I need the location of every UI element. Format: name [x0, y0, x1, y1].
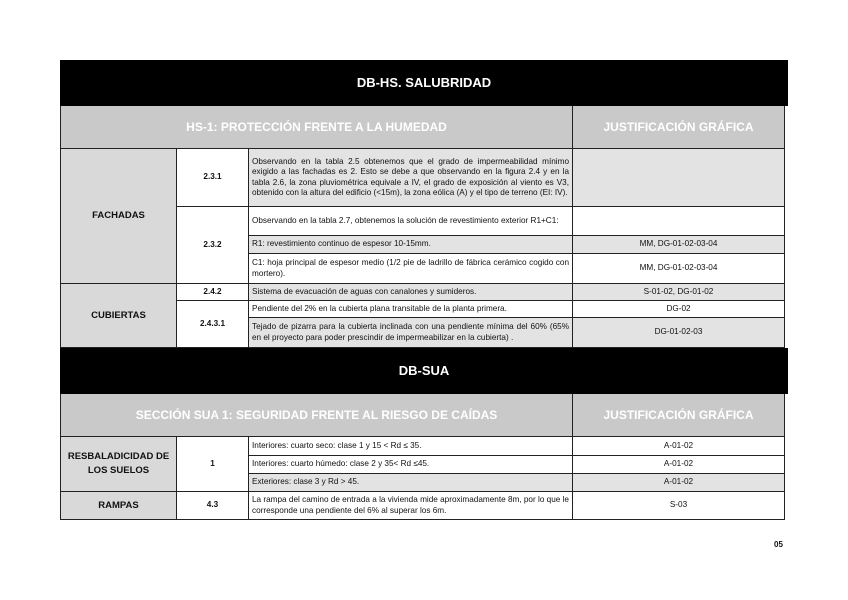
- description-cell: Interiores: cuarto seco: clase 1 y 15 < Rd ≤ 35.: [249, 437, 573, 456]
- description-cell: Sistema de evacuación de aguas con canalones y sumideros.: [249, 284, 573, 301]
- group-cubiertas: CUBIERTAS: [61, 284, 177, 348]
- justification-cell: DG-02: [573, 301, 785, 318]
- description-cell: Observando en la tabla 2.7, obtenemos la solución de revestimiento exterior R1+C1:: [249, 207, 573, 236]
- code-cell: 2.3.2: [177, 207, 249, 284]
- sua-table: [60, 394, 787, 520]
- code-cell: 4.3: [177, 492, 249, 520]
- justification-cell: MM, DG-01-02-03-04: [573, 236, 785, 254]
- description-cell: Exteriores: clase 3 y Rd > 45.: [249, 474, 573, 492]
- description-cell: R1: revestimiento continuo de espesor 10-15mm.: [249, 236, 573, 254]
- code-cell: 2.4.2: [177, 284, 249, 301]
- hs-section-header: HS-1: PROTECCIÓN FRENTE A LA HUMEDAD: [61, 106, 573, 149]
- description-cell: Tejado de pizarra para la cubierta inclinada con una pendiente mínima del 60% (65% en el proyecto para poder prescindir de impermeabilizar en la cubierta) .: [249, 318, 573, 348]
- code-cell: 2.3.1: [177, 149, 249, 207]
- justification-cell: A-01-02: [573, 474, 785, 492]
- hs-table: [60, 106, 787, 348]
- justification-header: JUSTIFICACIÓN GRÁFICA: [573, 394, 785, 437]
- group-rampas: RAMPAS: [61, 492, 177, 520]
- justification-cell: DG-01-02-03: [573, 318, 785, 348]
- description-cell: Observando en la tabla 2.5 obtenemos que el grado de impermeabilidad mínimo exigido a las fachadas es 2. Esto se debe a que observando en la figura 2.4 y en la tabla 2.6, la zona pluviométrica equivale a IV, el grado de exposición al viento es V3, obtenido con la altura del edificio (<15m), la zona eólica (A) y el tipo de terreno (EI: IV).: [249, 149, 573, 207]
- code-cell: 2.4.3.1: [177, 301, 249, 348]
- justification-cell: A-01-02: [573, 437, 785, 456]
- code-cell: 1: [177, 437, 249, 492]
- justification-cell: A-01-02: [573, 456, 785, 474]
- sua-section-header: SECCIÓN SUA 1: SEGURIDAD FRENTE AL RIESGO DE CAÍDAS: [61, 394, 573, 437]
- justification-cell: [573, 149, 785, 207]
- description-cell: Pendiente del 2% en la cubierta plana transitable de la planta primera.: [249, 301, 573, 318]
- page-number: 05: [774, 540, 783, 549]
- section-title-sua: DB-SUA: [60, 348, 788, 394]
- group-fachadas: FACHADAS: [61, 149, 177, 284]
- description-cell: C1: hoja principal de espesor medio (1/2 pie de ladrillo de fábrica cerámico cogido con mortero).: [249, 254, 573, 284]
- justification-cell: [573, 207, 785, 236]
- description-cell: Interiores: cuarto húmedo: clase 2 y 35< Rd ≤45.: [249, 456, 573, 474]
- justification-cell: S-01-02, DG-01-02: [573, 284, 785, 301]
- description-cell: La rampa del camino de entrada a la vivienda mide aproximadamente 8m, por lo que le corresponde una pendiente del 6% al superar los 6m.: [249, 492, 573, 520]
- section-title-salubridad: DB-HS. SALUBRIDAD: [60, 60, 788, 106]
- justification-cell: MM, DG-01-02-03-04: [573, 254, 785, 284]
- group-resbaladicidad: RESBALADICIDAD DE LOS SUELOS: [61, 437, 177, 492]
- document-page: [60, 60, 788, 520]
- justification-cell: S-03: [573, 492, 785, 520]
- justification-header: JUSTIFICACIÓN GRÁFICA: [573, 106, 785, 149]
